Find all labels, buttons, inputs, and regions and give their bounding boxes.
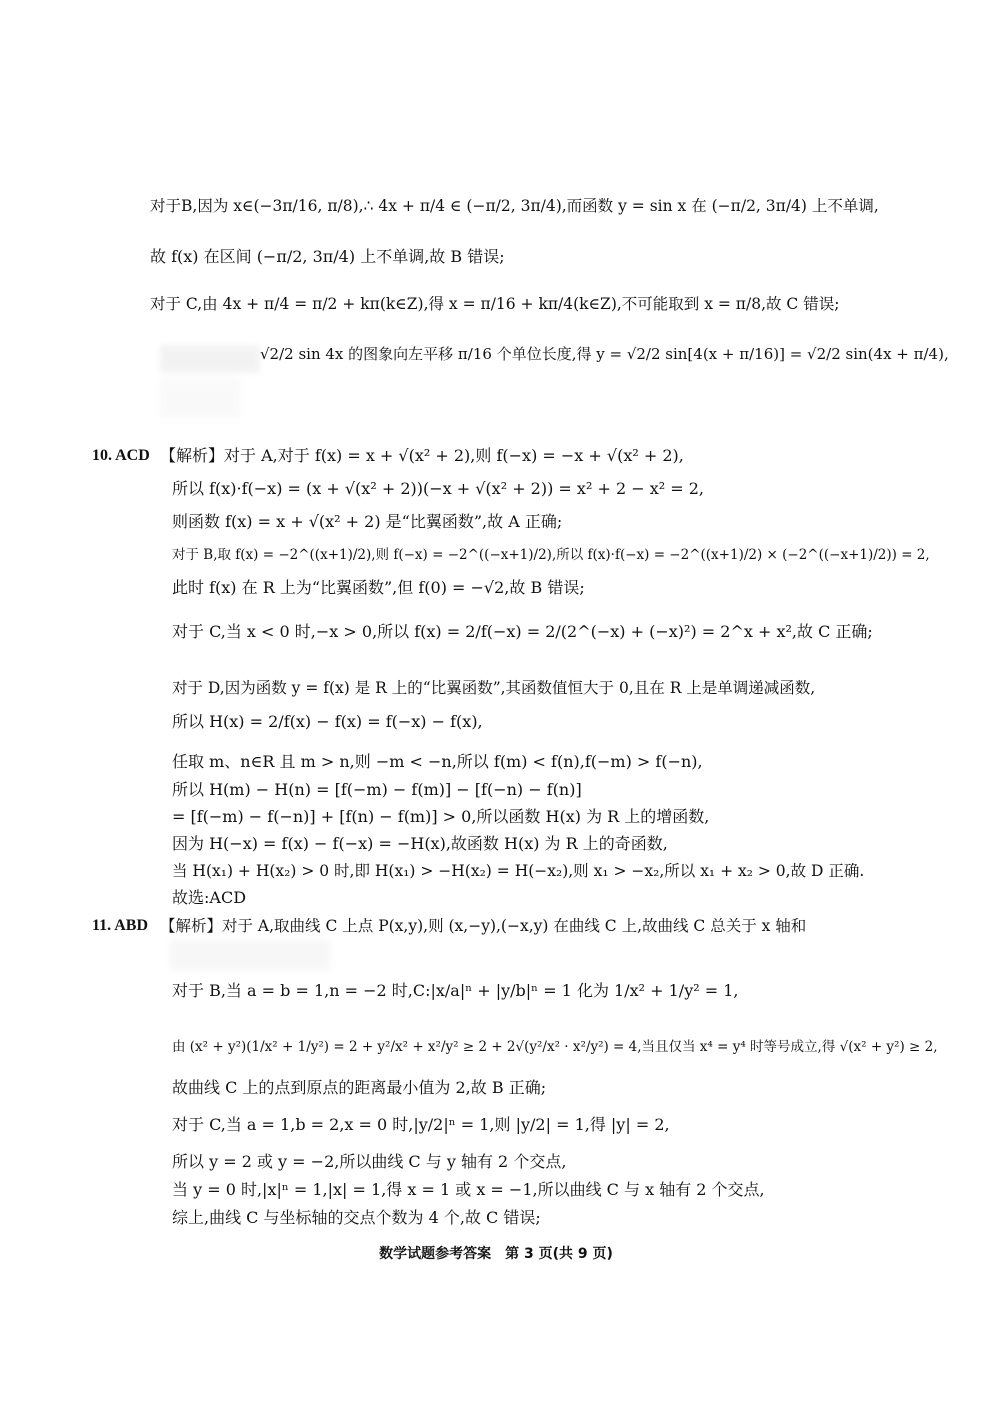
text-line: 由 (x² + y²)(1/x² + 1/y²) = 2 + y²/x² + x²/y² ≥ 2 + 2√(y²/x² · x²/y²) = 4,当且仅当 x⁴ = y⁴ 时等号成立,得 √(x² + y²) ≥ 2, — [172, 1039, 938, 1055]
text-line: 对于 C,当 x < 0 时,−x > 0,所以 f(x) = 2/f(−x) = 2/(2^(−x) + (−x)²) = 2^x + x²,故 C 正确; — [172, 622, 873, 641]
question-number: 10. ACD — [92, 447, 150, 464]
text-line: 所以 f(x)·f(−x) = (x + √(x² + 2))(−x + √(x² + 2)) = x² + 2 − x² = 2, — [172, 479, 704, 498]
blurred-region — [160, 345, 260, 373]
text-line: 【解析】对于 A,对于 f(x) = x + √(x² + 2),则 f(−x) = −x + √(x² + 2), — [160, 446, 684, 465]
text-line: 故选:ACD — [172, 888, 247, 907]
text-line: 当 H(x₁) + H(x₂) > 0 时,即 H(x₁) > −H(x₂) = H(−x₂),则 x₁ > −x₂,所以 x₁ + x₂ > 0,故 D 正确. — [172, 862, 865, 880]
page-footer: 数学试题参考答案 第 3 页(共 9 页) — [379, 1246, 613, 1262]
text-line: 故 f(x) 在区间 (−π/2, 3π/4) 上不单调,故 B 错误; — [150, 247, 505, 266]
text-line: 此时 f(x) 在 R 上为“比翼函数”,但 f(0) = −√2,故 B 错误; — [172, 578, 585, 597]
question-number: 11. ABD — [92, 917, 149, 934]
text-line: √2/2 sin 4x 的图象向左平移 π/16 个单位长度,得 y = √2/2 sin[4(x + π/16)] = √2/2 sin(4x + π/4), — [260, 345, 949, 363]
text-line: 所以 H(m) − H(n) = [f(−m) − f(m)] − [f(−n) − f(n)] — [172, 780, 582, 799]
text-line: 综上,曲线 C 与坐标轴的交点个数为 4 个,故 C 错误; — [172, 1208, 541, 1227]
text-line: 所以 y = 2 或 y = −2,所以曲线 C 与 y 轴有 2 个交点, — [172, 1152, 567, 1171]
text-line: 对于 D,因为函数 y = f(x) 是 R 上的“比翼函数”,其函数值恒大于 0,且在 R 上是单调递减函数, — [172, 679, 816, 697]
text-line: 因为 H(−x) = f(x) − f(−x) = −H(x),故函数 H(x) 为 R 上的奇函数, — [172, 834, 668, 853]
text-line: 对于 B,当 a = b = 1,n = −2 时,C:|x/a|ⁿ + |y/b|ⁿ = 1 化为 1/x² + 1/y² = 1, — [172, 981, 739, 1000]
text-line: 任取 m、n∈R 且 m > n,则 −m < −n,所以 f(m) < f(n),f(−m) > f(−n), — [172, 752, 703, 771]
blurred-region — [170, 940, 330, 970]
text-line: 当 y = 0 时,|x|ⁿ = 1,|x| = 1,得 x = 1 或 x = −1,所以曲线 C 与 x 轴有 2 个交点, — [172, 1180, 765, 1199]
text-line: 对于 C,由 4x + π/4 = π/2 + kπ(k∈Z),得 x = π/16 + kπ/4(k∈Z),不可能取到 x = π/8,故 C 错误; — [150, 295, 840, 313]
text-line: 所以 H(x) = 2/f(x) − f(x) = f(−x) − f(x), — [172, 712, 483, 731]
text-line: 则函数 f(x) = x + √(x² + 2) 是“比翼函数”,故 A 正确; — [172, 512, 563, 531]
text-line: 故曲线 C 上的点到原点的距离最小值为 2,故 B 正确; — [172, 1078, 547, 1097]
blurred-region — [160, 378, 240, 418]
text-line: 【解析】对于 A,取曲线 C 上点 P(x,y),则 (x,−y),(−x,y) 在曲线 C 上,故曲线 C 总关于 x 轴和 — [160, 917, 807, 935]
text-line: 对于B,因为 x∈(−3π/16, π/8),∴ 4x + π/4 ∈ (−π/2, 3π/4),而函数 y = sin x 在 (−π/2, 3π/4) 上不单调, — [150, 197, 879, 215]
text-line: = [f(−m) − f(−n)] + [f(n) − f(m)] > 0,所以函数 H(x) 为 R 上的增函数, — [172, 807, 710, 826]
text-line: 对于 C,当 a = 1,b = 2,x = 0 时,|y/2|ⁿ = 1,则 |y/2| = 1,得 |y| = 2, — [172, 1115, 670, 1134]
text-line: 对于 B,取 f(x) = −2^((x+1)/2),则 f(−x) = −2^((−x+1)/2),所以 f(x)·f(−x) = −2^((x+1)/2) × (−2^((−x+1)/2)) = 2, — [172, 547, 930, 563]
